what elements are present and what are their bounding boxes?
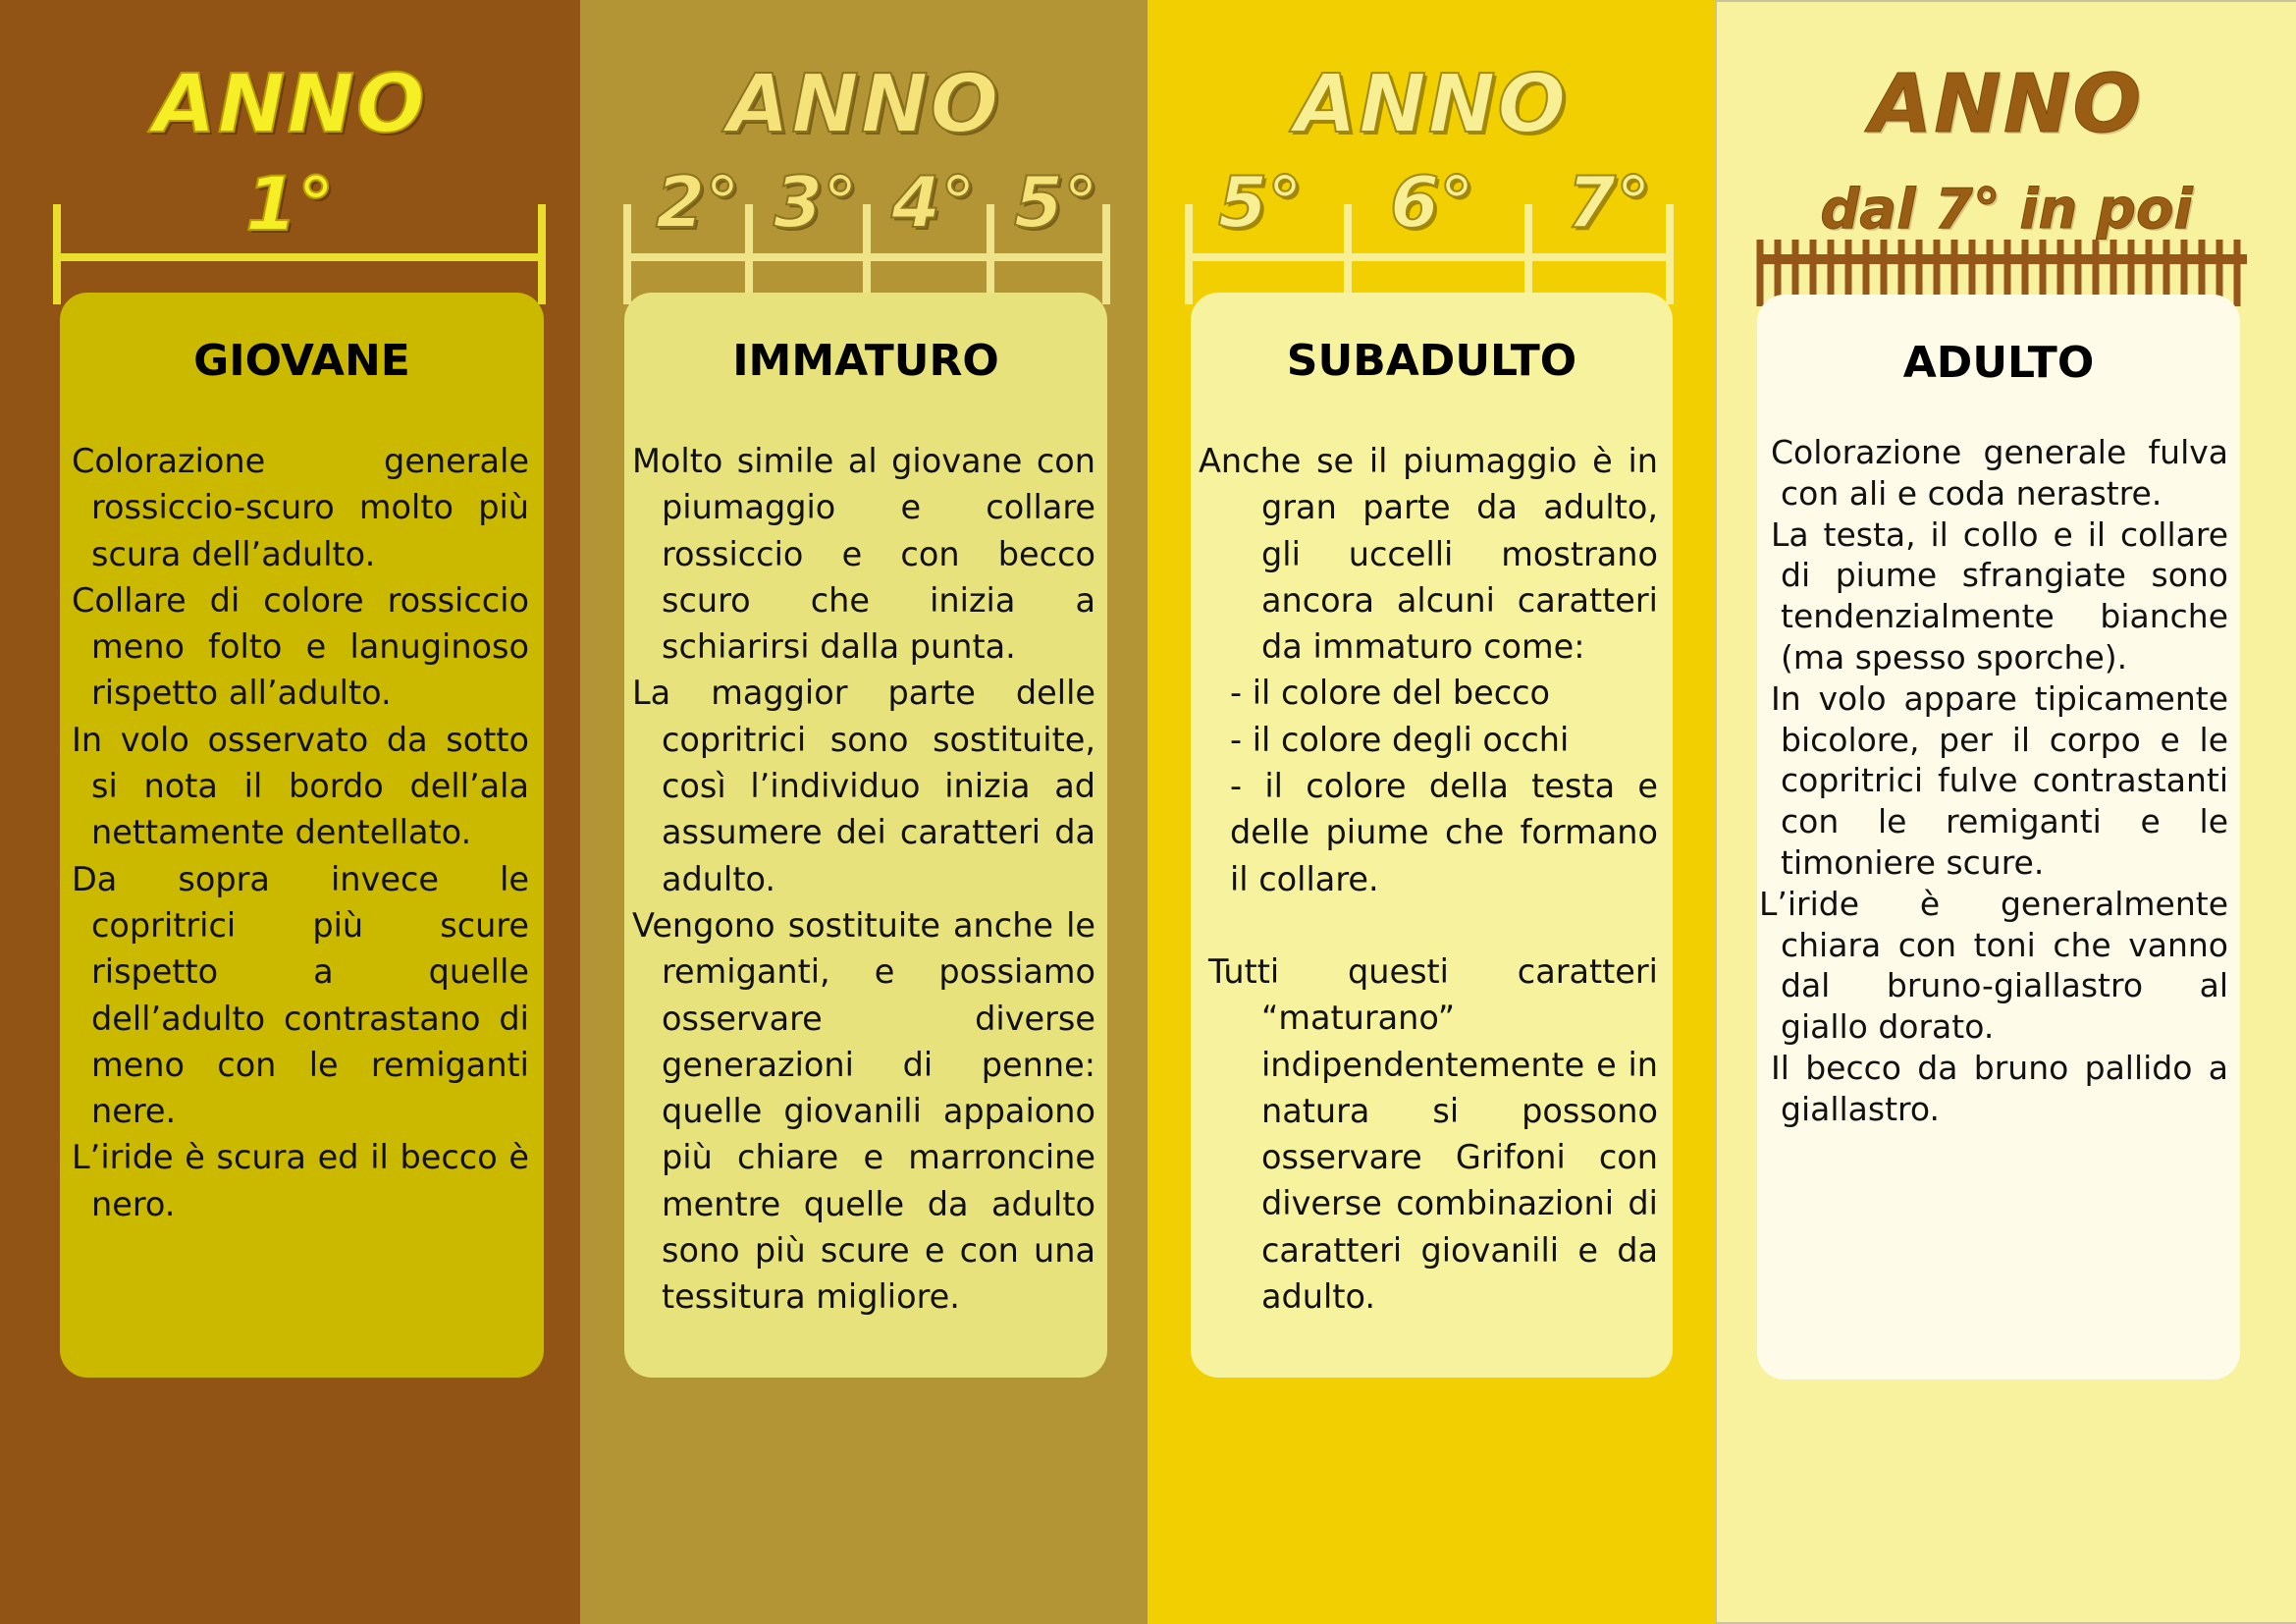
paragraph: L’iride è scura ed il becco è nero. — [72, 1138, 529, 1223]
paragraph: Da sopra invece le copritrici più scure rispetto a quelle dell’adulto contrastano di meno con le remiganti nere. — [72, 859, 529, 1131]
anno-heading: ANNO — [153, 58, 427, 151]
year-label: 5° — [1217, 161, 1304, 244]
column-subadulto — [1148, 0, 1715, 1624]
paragraph: In volo osservato da sotto si nota il bordo dell’ala nettamente dentellato. — [72, 720, 529, 852]
paragraph: - il colore degli occhi — [1230, 720, 1570, 759]
stage-card — [1191, 293, 1673, 1378]
paragraph: - il colore della testa e delle piume che formano il collare. — [1230, 767, 1658, 898]
anno-heading: ANNO — [1869, 58, 2144, 151]
paragraph: Colorazione generale rossiccio-scuro molto più scura dell’adulto. — [72, 442, 529, 573]
paragraph: Collare di colore rossiccio meno folto e lanuginoso rispetto all’adulto. — [72, 580, 529, 713]
stage-title: IMMATURO — [732, 336, 999, 386]
stage-card — [1757, 295, 2240, 1380]
year-label: 4° — [890, 161, 977, 244]
paragraph: Tutti questi caratteri “maturano” indipendentemente e in natura si possono osservare Grifoni con diverse combinazioni di caratteri giovanili e da adulto. — [1208, 951, 1658, 1317]
paragraph: La maggior parte delle copritrici sono sostituite, così l’individuo inizia ad assumere dei caratteri da adulto. — [632, 674, 1095, 898]
stage-card — [60, 293, 544, 1378]
year-label: 1° — [245, 160, 335, 247]
anno-heading: ANNO — [726, 58, 1001, 151]
stage-card — [624, 293, 1107, 1378]
stage-title: GIOVANE — [193, 336, 410, 386]
spacer — [1199, 902, 1658, 948]
year-label: 7° — [1566, 161, 1652, 244]
stage-title: ADULTO — [1902, 338, 2095, 388]
paragraph: - il colore del becco — [1230, 674, 1551, 713]
column-adulto — [1715, 0, 2296, 1624]
column-giovane — [0, 0, 580, 1624]
paragraph: Molto simile al giovane con piumaggio e collare rossiccio e con becco scuro che inizia a schiarirsi dalla punta. — [632, 442, 1095, 667]
paragraph: L’iride è generalmente chiara con toni che vanno dal bruno-giallastro al giallo dorato. — [1759, 884, 2228, 1047]
paragraph: Il becco da bruno pallido a giallastro. — [1771, 1048, 2228, 1128]
stage-description — [72, 438, 529, 1227]
year-label: dal 7° in poi — [1756, 181, 2257, 240]
year-label: 5° — [1013, 161, 1099, 244]
paragraph: Colorazione generale fulva con ali e coda nerastre. — [1771, 433, 2228, 513]
paragraph: In volo appare tipicamente bicolore, per il corpo e le copritrici fulve contrastanti con le remiganti e le timoniere scure. — [1771, 678, 2228, 882]
year-label: 6° — [1389, 161, 1475, 244]
paragraph: Vengono sostituite anche le remiganti, e possiamo osservare diverse generazioni di penne: quelle giovanili appaiono più chiare e marroncine mentre quelle da adulto sono più scure e con una tessitura migliore. — [632, 905, 1095, 1317]
stage-description — [1199, 438, 1658, 1320]
year-label: 3° — [773, 161, 859, 244]
paragraph: La testa, il collo e il collare di piume sfrangiate sono tendenzialmente bianche (ma spesso sporche). — [1771, 514, 2228, 677]
column-immaturo — [580, 0, 1148, 1624]
stage-description — [632, 438, 1095, 1321]
year-label: 2° — [655, 161, 741, 244]
paragraph: Anche se il piumaggio è in gran parte da adulto, gli uccelli mostrano ancora alcuni caratteri da immaturo come: — [1199, 442, 1658, 667]
stage-description — [1759, 432, 2228, 1130]
stage-title: SUBADULTO — [1286, 336, 1577, 386]
anno-heading: ANNO — [1294, 58, 1569, 151]
